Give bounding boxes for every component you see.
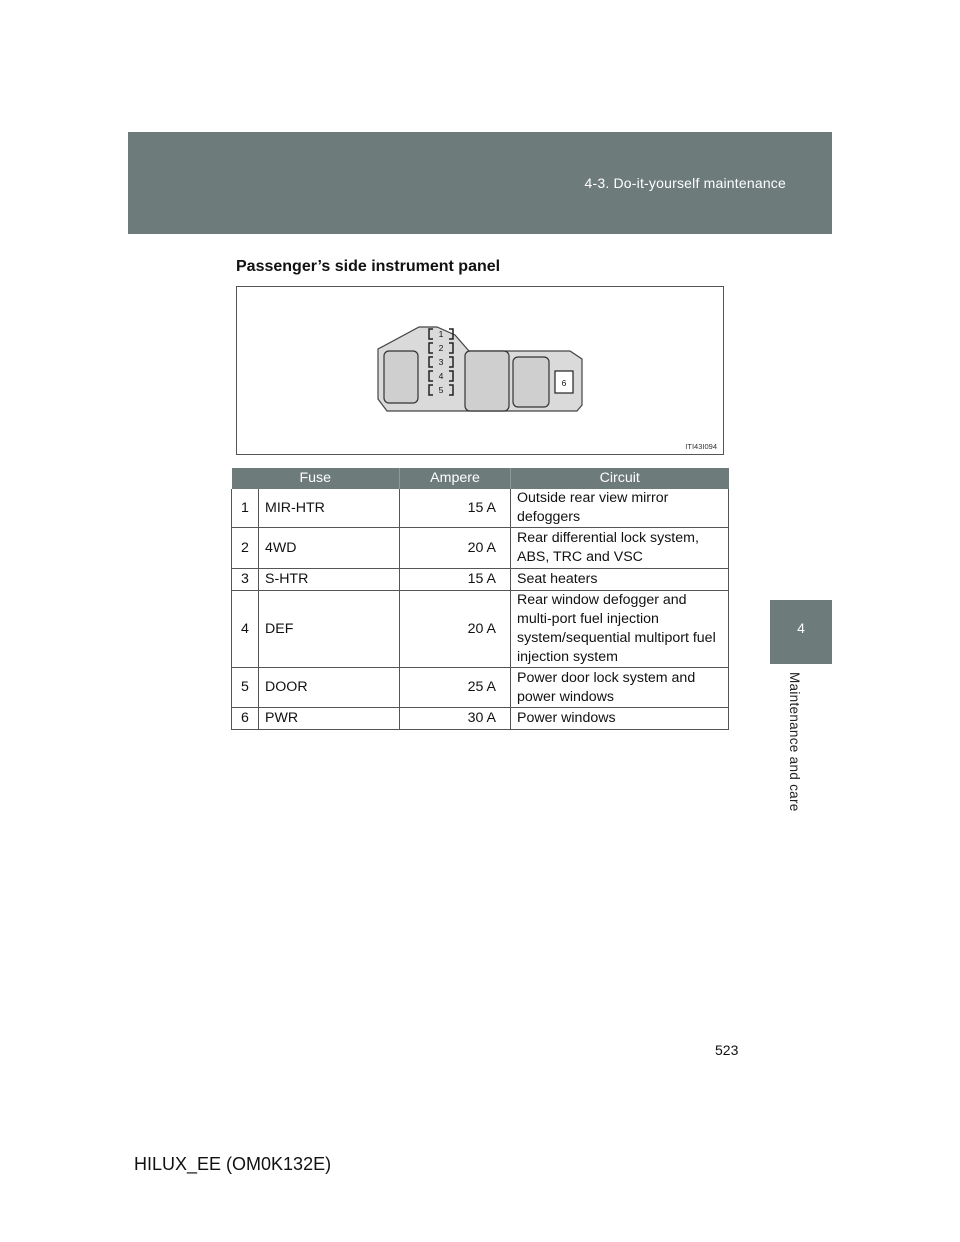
header-ampere: Ampere [400, 468, 511, 489]
header-circuit: Circuit [511, 468, 729, 489]
fuse-name: 4WD [259, 528, 400, 569]
page-number: 523 [715, 1042, 739, 1058]
fuse-label-5: 5 [438, 385, 444, 395]
fuse-box-figure [236, 286, 724, 455]
middle-relay [465, 351, 509, 411]
fuse-name: S-HTR [259, 569, 400, 591]
fuse-label-4: 4 [438, 371, 444, 381]
page-title: Passenger’s side instrument panel [236, 258, 501, 275]
fuse-number: 4 [232, 591, 259, 668]
fuse-label-2: 2 [438, 343, 444, 353]
table-row [232, 569, 729, 591]
fuse-circuit: Seat heaters [511, 569, 729, 591]
fuse-circuit: Power windows [511, 708, 729, 730]
fuse-number: 2 [232, 528, 259, 569]
fuse-circuit: Rear window defogger and multi-port fuel injection system/sequential multiport fuel injection system [511, 591, 729, 668]
table-row [232, 489, 729, 528]
fuse-name: DEF [259, 591, 400, 668]
chapter-label: Maintenance and care [787, 672, 802, 812]
fuse-circuit: Power door lock system and power windows [511, 668, 729, 708]
table-row [232, 528, 729, 569]
fuse-number: 1 [232, 489, 259, 528]
header-fuse: Fuse [232, 468, 400, 489]
fuse-box-diagram [237, 287, 723, 454]
section-header: 4-3. Do-it-yourself maintenance [584, 175, 786, 191]
fuse-label-3: 3 [438, 357, 444, 367]
table-row [232, 708, 729, 730]
fuse-name: DOOR [259, 668, 400, 708]
fuse-circuit: Rear differential lock system, ABS, TRC and VSC [511, 528, 729, 569]
figure-code: ITI43I094 [685, 442, 717, 451]
chapter-tab [770, 600, 832, 664]
fuse-ampere: 20 A [400, 528, 511, 569]
table-row [232, 591, 729, 668]
document-code: HILUX_EE (OM0K132E) [134, 1154, 332, 1174]
right-relay [513, 357, 549, 407]
fuse-ampere: 15 A [400, 569, 511, 591]
fuse-name: MIR-HTR [259, 489, 400, 528]
fuse-number: 5 [232, 668, 259, 708]
left-relay [384, 351, 418, 403]
header-band [128, 132, 832, 234]
fuse-ampere: 20 A [400, 591, 511, 668]
fuse-label-6: 6 [561, 378, 567, 388]
fuse-name: PWR [259, 708, 400, 730]
table-header-row [232, 468, 729, 489]
fuse-number: 3 [232, 569, 259, 591]
fuse-table [231, 468, 729, 730]
fuse-circuit: Outside rear view mirror defoggers [511, 489, 729, 528]
fuse-ampere: 15 A [400, 489, 511, 528]
fuse-ampere: 30 A [400, 708, 511, 730]
chapter-number: 4 [797, 620, 805, 636]
fuse-label-1: 1 [438, 329, 444, 339]
table-row [232, 668, 729, 708]
fuse-number: 6 [232, 708, 259, 730]
fuse-ampere: 25 A [400, 668, 511, 708]
